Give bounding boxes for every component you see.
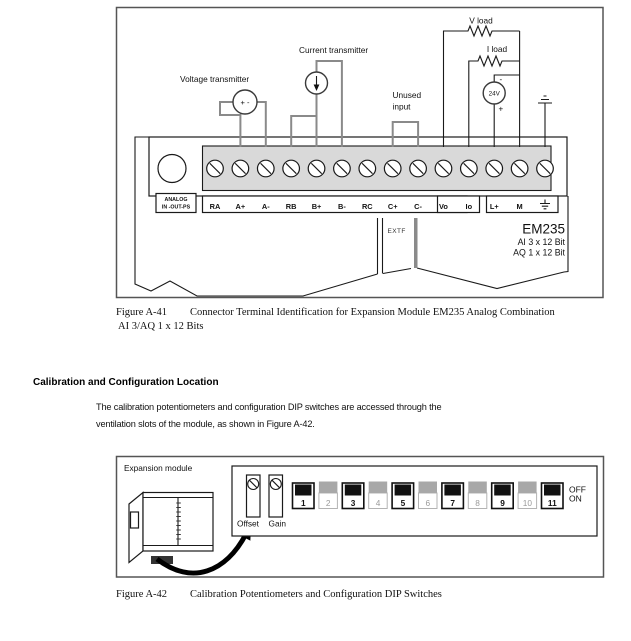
section-body [96,399,441,432]
off-label: OFF [569,484,586,495]
voltage-transmitter-label: Voltage transmitter [180,74,250,84]
dip-switch-toggle [345,485,362,496]
module-spec2: AQ 1 x 12 Bit [513,247,565,258]
terminal-label: A+ [235,202,246,211]
dip-switch-toggle [369,482,388,494]
section-body-line1: The calibration potentiometers and configuration DIP switches are accessed through the [96,402,442,412]
extf-label: EXTF [387,228,406,235]
dip-switch-toggle [395,485,412,496]
dip-switch-toggle [544,485,561,496]
module-side-notch [131,512,139,528]
terminal-label: RB [285,202,297,211]
dip-switch-number: 4 [375,497,381,508]
dip-switch-number: 11 [547,497,557,508]
section-body-line2: ventilation slots of the module, as shown in Figure A-42. [96,418,315,429]
terminal-label: Vo [439,202,448,211]
voltage-transmitter-polarity: + - [240,98,250,107]
offset-potentiometer [247,475,261,517]
terminal-label: B+ [311,202,322,211]
figure-a41-diagram [0,0,631,302]
dip-switch-toggle [494,485,511,496]
vent-slot-bar [414,218,418,268]
figure-a42-caption-text: Calibration Potentiometers and Configuration DIP Switches [190,589,442,600]
terminal-label: L+ [489,202,499,211]
v-load-label: V load [469,15,493,26]
dip-switch-number: 3 [350,497,356,508]
dip-switch-number: 10 [522,497,533,508]
figure-a42-diagram [0,450,631,585]
dip-switch-toggle [295,485,312,496]
figure-a41-caption-line2: AI 3/AQ 1 x 12 Bits [118,320,204,332]
figure-a41-caption [116,306,621,333]
dip-switch-number: 7 [450,497,456,508]
dip-switch-number: 6 [425,497,431,508]
supply-plus: + [498,104,504,114]
figure-a42-caption-label: Figure A-42 [116,589,168,600]
terminal-label: A- [261,202,270,211]
expansion-module-label: Expansion module [124,463,193,473]
unused-input-label-line2: input [392,101,411,112]
analog-label-line2: IN -OUT-PS [161,204,191,211]
mounting-hole [158,155,186,183]
terminal-label: C+ [387,202,398,211]
dip-switch-toggle [518,482,537,494]
supply-24v-text: 24V [488,90,500,98]
terminal-label: C- [414,202,422,211]
unused-input-label-line1: Unused [392,90,422,100]
module-name: EM235 [522,221,565,237]
terminal-label: Io [465,202,473,211]
supply-minus: - [499,75,503,84]
dip-switch-bank [293,482,564,509]
module-spec1: AI 3 x 12 Bit [517,237,565,247]
terminal-label: B- [338,202,346,211]
figure-a41-caption-text: Connector Terminal Identification for Expansion Module EM235 Analog Combination [190,307,555,318]
gain-label: Gain [268,518,287,529]
current-transmitter-label: Current transmitter [299,45,369,55]
i-load-label: I load [486,44,508,54]
section-heading: Calibration and Configuration Location [33,377,219,388]
dip-switch-number: 9 [500,497,505,508]
dip-switch-toggle [419,482,438,494]
dip-switch-number: 1 [300,497,306,508]
terminal-label: RC [361,202,373,211]
gain-potentiometer [269,475,283,517]
figure-a42-caption [116,588,621,602]
dip-switch-toggle [468,482,487,494]
on-label: ON [569,493,582,504]
dip-switch-toggle [444,485,461,496]
dip-switch-number: 5 [400,497,406,508]
terminal-label: RA [209,202,221,211]
terminal-label: M [516,202,523,211]
offset-label: Offset [237,518,259,529]
dip-switch-toggle [319,482,338,494]
analog-label-line1: ANALOG [164,197,188,203]
dip-switch-number: 8 [475,497,480,508]
figure-a41-caption-label: Figure A-41 [116,307,168,318]
dip-switch-number: 2 [325,497,331,508]
